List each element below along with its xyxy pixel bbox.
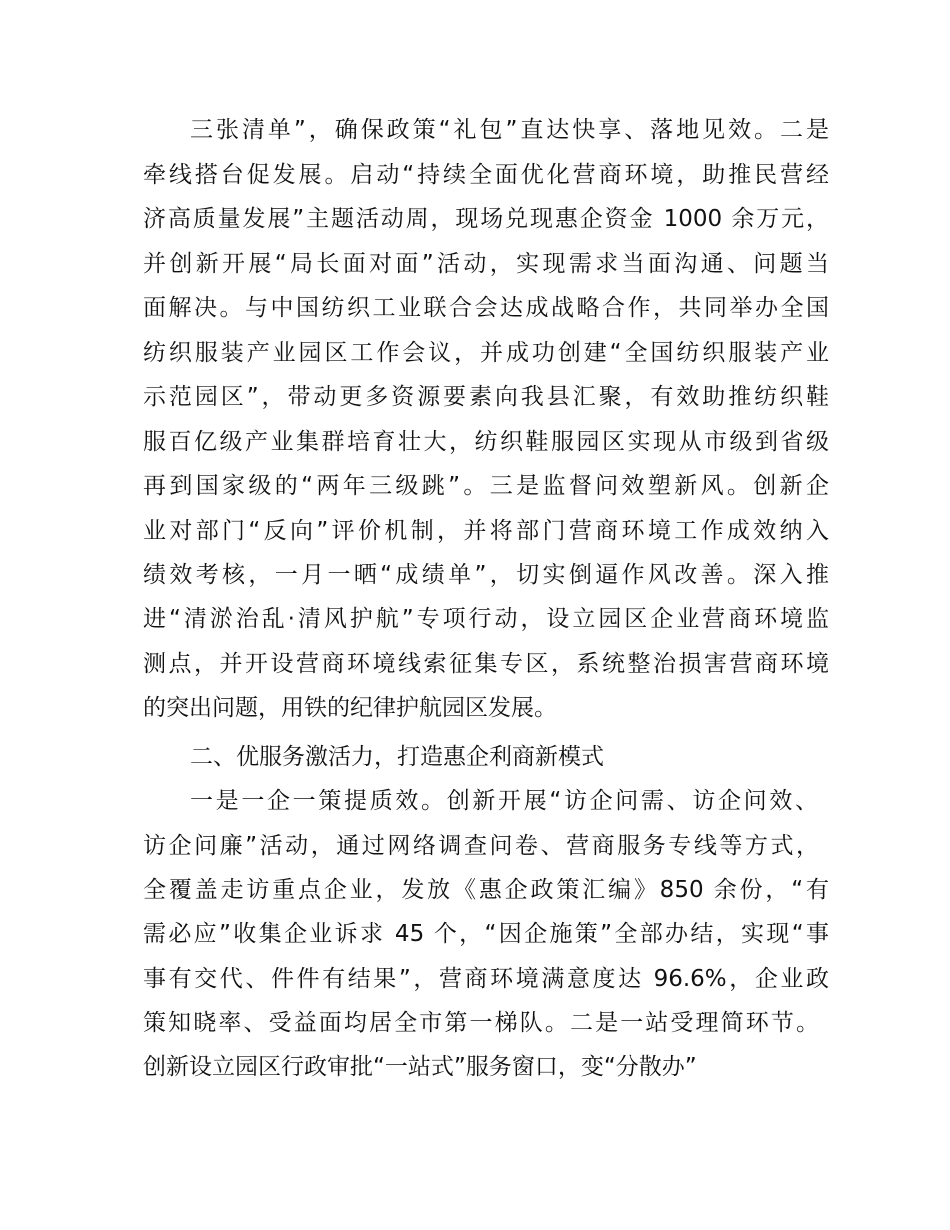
paragraph-line: 绩效考核，一月一晒“成绩单”，切实倒逼作风改善。深入推 <box>143 562 829 588</box>
paragraph-line: 全覆盖走访重点企业，发放《惠企政策汇编》850 余份，“有 <box>143 877 829 903</box>
paragraph-line: 并创新开展“局长面对面”活动，实现需求当面沟通、问题当 <box>143 251 829 277</box>
paragraph-line: 牵线搭台促发展。启动“持续全面优化营商环境，助推民营经 <box>143 162 829 188</box>
paragraph-line: 访企问廉”活动，通过网络调查问卷、营商服务专线等方式， <box>143 833 819 859</box>
paragraph-line: 纺织服装产业园区工作会议，并成功创建“全国纺织服装产业 <box>143 340 829 366</box>
paragraph-line: 的突出问题，用铁的纪律护航园区发展。 <box>143 695 557 721</box>
paragraph-line: 创新设立园区行政审批“一站式”服务窗口，变“分散办” <box>143 1054 697 1080</box>
paragraph-line: 需必应”收集企业诉求 45 个，“因企施策”全部办结，实现“事 <box>143 921 829 947</box>
paragraph-line: 测点，并开设营商环境线索征集专区，系统整治损害营商环境 <box>143 651 829 677</box>
paragraph-line: 服百亿级产业集群培育壮大，纺织鞋服园区实现从市级到省级 <box>143 429 829 455</box>
paragraph-line: 业对部门“反向”评价机制，并将部门营商环境工作成效纳入 <box>143 518 829 544</box>
paragraph-line: 面解决。与中国纺织工业联合会达成战略合作，共同举办全国 <box>143 295 829 321</box>
paragraph-line: 三张清单”，确保政策“礼包”直达快享、落地见效。二是 <box>190 117 829 143</box>
paragraph-line: 一是一企一策提质效。创新开展“访企问需、访企问效、 <box>190 788 818 814</box>
paragraph-line: 济高质量发展”主题活动周，现场兑现惠企资金 1000 余万元， <box>143 206 829 232</box>
paragraph-line: 事有交代、件件有结果”，营商环境满意度达 96.6%，企业政 <box>143 966 829 992</box>
paragraph-line: 策知晓率、受益面均居全市第一梯队。二是一站受理简环节。 <box>143 1010 819 1036</box>
section-heading: 二、优服务激活力，打造惠企利商新模式 <box>190 744 604 770</box>
paragraph-line: 进“清淤治乱·清风护航”专项行动，设立园区企业营商环境监 <box>143 606 829 632</box>
paragraph-line: 再到国家级的“两年三级跳”。三是监督问效塑新风。创新企 <box>143 473 829 499</box>
paragraph-line: 示范园区”，带动更多资源要素向我县汇聚，有效助推纺织鞋 <box>143 384 829 410</box>
